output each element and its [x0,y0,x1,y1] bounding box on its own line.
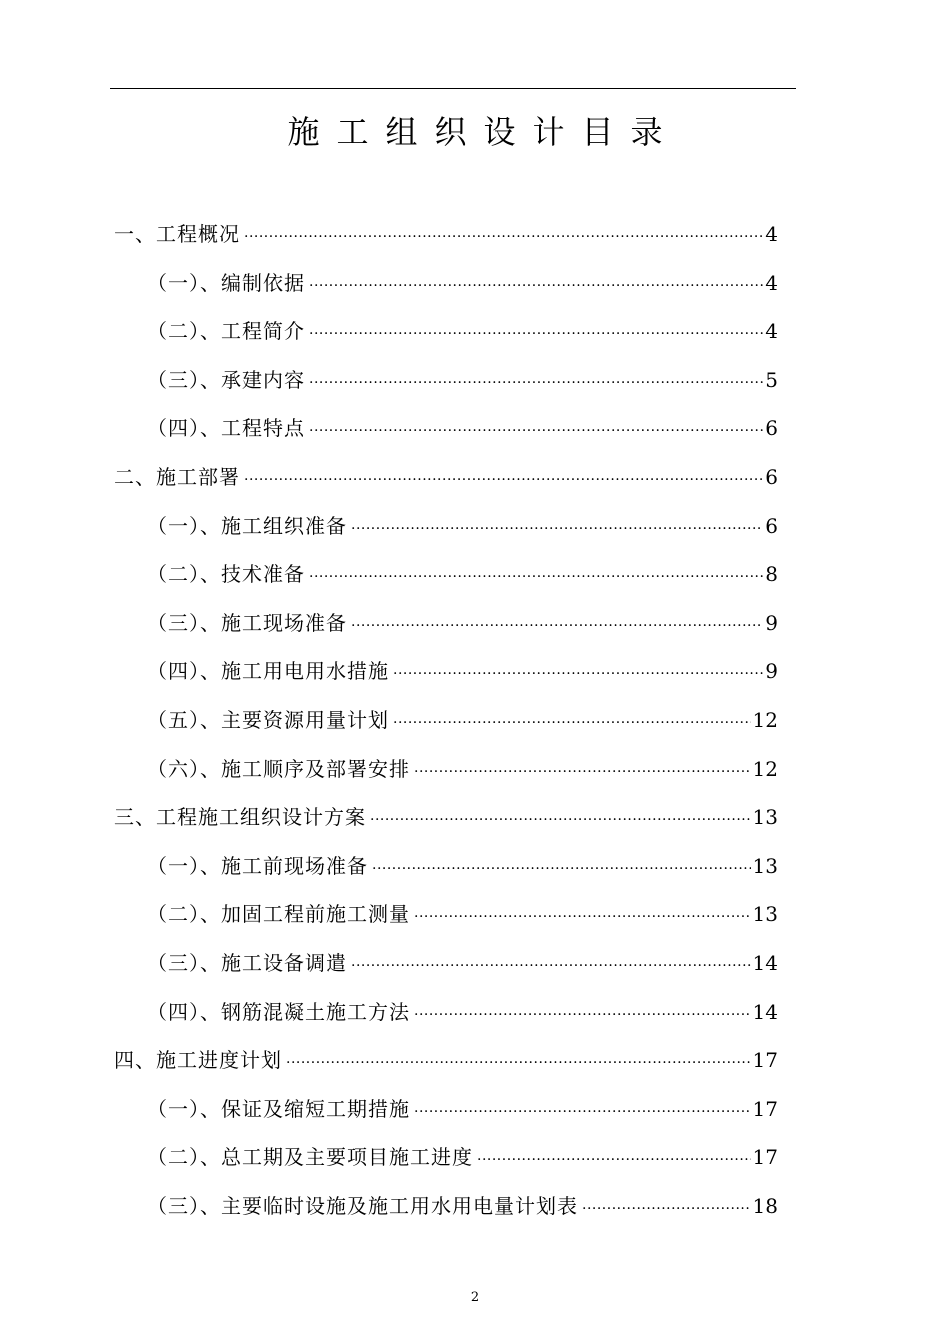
toc-entry[interactable] [147,404,778,452]
toc-entry[interactable] [147,1182,778,1230]
toc-entry-label: （四）、工程特点 [147,416,305,441]
toc-entry[interactable] [147,696,778,744]
toc-dot-leader [372,845,751,893]
toc-entry-label: （一）、施工组织准备 [147,513,347,538]
toc-entry-page: 14 [752,951,778,975]
toc-entry[interactable] [147,647,778,695]
toc-entry[interactable] [147,1085,778,1133]
toc-entry-page: 14 [752,999,778,1024]
toc-entry-page: 8 [765,562,778,587]
toc-entry-label: （二）、加固工程前施工测量 [147,902,410,927]
toc-entry[interactable] [147,550,778,598]
toc-dot-leader [393,699,751,747]
toc-dot-leader [244,213,763,261]
toc-entry-label: 四、施工进度计划 [114,1048,282,1073]
toc-entry-page: 13 [752,805,778,830]
toc-entry-page: 18 [752,1194,778,1218]
toc-entry-page: 12 [752,708,778,732]
toc-entry[interactable] [147,842,778,890]
toc-dot-leader [414,991,751,1039]
toc-entry-page: 6 [765,416,778,441]
toc-entry-label: （四）、钢筋混凝土施工方法 [147,999,410,1024]
page-title: 施工组织设计目录 [287,113,680,151]
toc-entry-label: （一）、编制依据 [147,270,305,295]
toc-entry[interactable] [114,210,778,258]
toc-dot-leader [370,796,751,844]
toc-entry-page: 5 [765,367,778,392]
toc-entry[interactable] [147,599,778,647]
toc-dot-leader [582,1185,751,1233]
toc-entry-page: 13 [752,853,778,878]
toc-entry-page: 17 [752,1145,778,1170]
toc-dot-leader [244,456,763,504]
toc-entry-label: （三）、施工设备调遣 [147,951,347,975]
toc-dot-leader [309,262,763,310]
toc-entry-label: （六）、施工顺序及部署安排 [147,756,410,781]
toc-entry-label: 一、工程概况 [114,222,240,246]
toc-dot-leader [351,505,763,553]
toc-entry[interactable] [114,1036,778,1084]
toc-dot-leader [414,1088,751,1136]
toc-entry[interactable] [147,1133,778,1181]
toc-entry-page: 6 [765,513,778,538]
toc-entry-label: 三、工程施工组织设计方案 [114,805,366,830]
toc-dot-leader [309,407,763,455]
toc-entry[interactable] [147,890,778,938]
toc-entry-page: 9 [765,610,778,635]
toc-dot-leader [286,1039,751,1087]
toc-dot-leader [351,942,751,990]
toc-entry-page: 6 [765,465,778,489]
toc-entry-page: 9 [765,659,778,684]
toc-entry-label: （五）、主要资源用量计划 [147,708,389,732]
toc-dot-leader [414,748,751,796]
toc-entry-label: （二）、总工期及主要项目施工进度 [147,1145,473,1170]
toc-entry-page: 4 [765,270,778,295]
toc-entry-label: （二）、工程简介 [147,319,305,344]
toc-entry-page: 13 [752,902,778,927]
toc-dot-leader [309,310,763,358]
toc-entry[interactable] [114,453,778,501]
toc-entry-label: （三）、施工现场准备 [147,610,347,635]
toc-dot-leader [414,893,751,941]
toc-entry-label: （三）、承建内容 [147,367,305,392]
toc-dot-leader [309,553,763,601]
toc-dot-leader [351,602,763,650]
toc-dot-leader [477,1136,751,1184]
toc-dot-leader [309,359,763,407]
toc-entry-page: 12 [752,756,778,781]
toc-entry[interactable] [114,793,778,841]
toc-entry-page: 17 [752,1096,778,1121]
toc-entry[interactable] [147,259,778,307]
toc-entry-label: （一）、保证及缩短工期措施 [147,1096,410,1121]
toc-entry[interactable] [147,745,778,793]
toc-entry-label: （一）、施工前现场准备 [147,853,368,878]
toc-entry[interactable] [147,307,778,355]
header-rule [110,88,796,89]
toc-entry-label: （四）、施工用电用水措施 [147,659,389,684]
toc-entry[interactable] [147,502,778,550]
toc-entry-page: 4 [765,319,778,344]
toc-entry[interactable] [147,939,778,987]
toc-entry[interactable] [147,988,778,1036]
toc-entry-page: 17 [752,1048,778,1073]
toc-entry-label: 二、施工部署 [114,465,240,489]
toc-entry-page: 4 [765,222,778,246]
toc-entry[interactable] [147,356,778,404]
toc-entry-label: （二）、技术准备 [147,562,305,587]
page-number: 2 [470,1290,480,1305]
toc-dot-leader [393,650,763,698]
toc-entry-label: （三）、主要临时设施及施工用水用电量计划表 [147,1194,578,1218]
